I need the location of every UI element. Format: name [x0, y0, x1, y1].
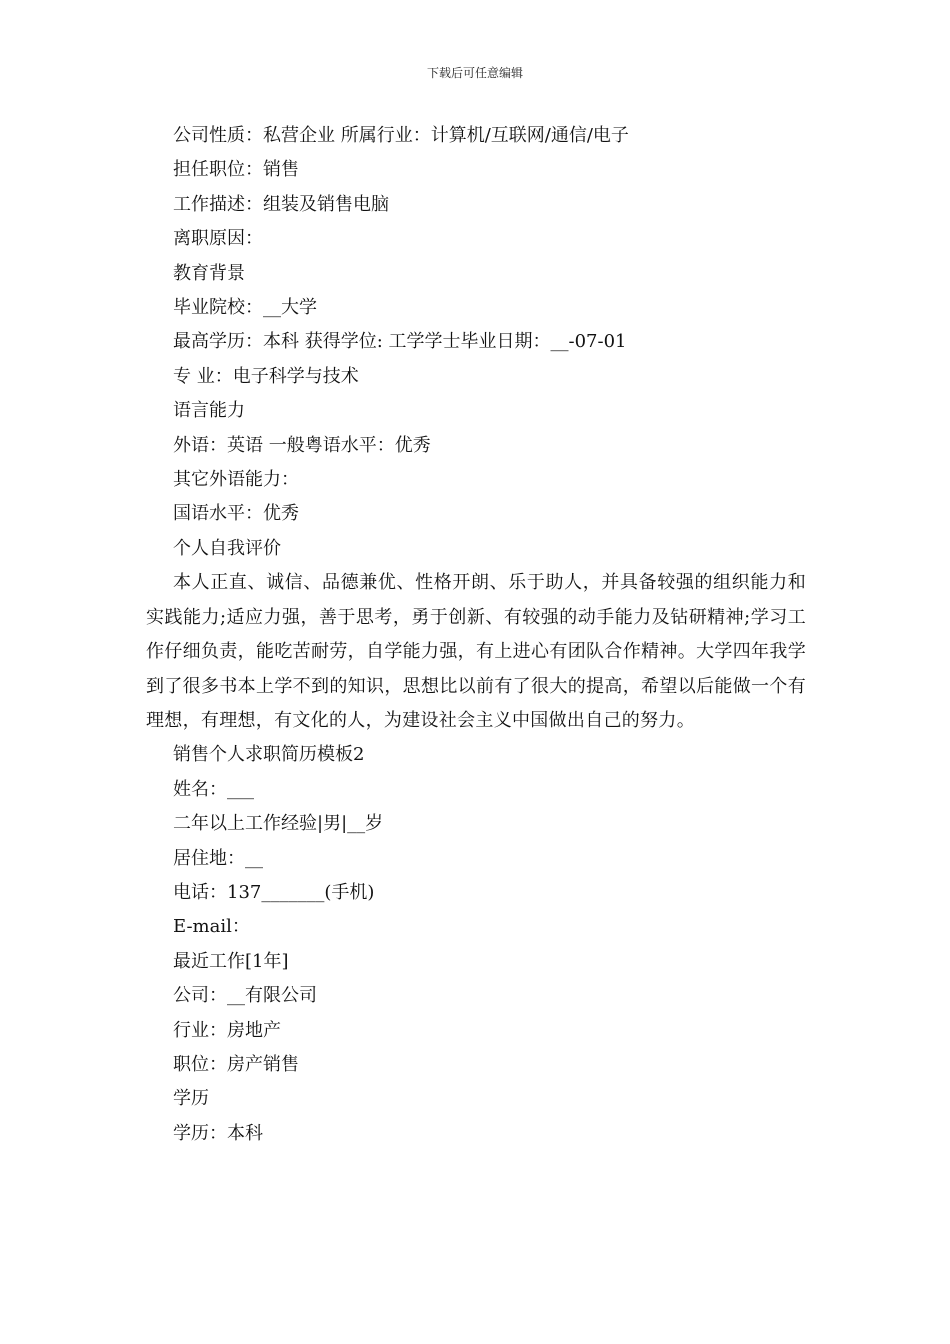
self-evaluation-paragraph: 本人正直、诚信、品德兼优、性格开朗、乐于助人，并具备较强的组织能力和实践能力;适应力强，善于思考，勇于创新、有较强的动手能力及钻研精神;学习工作仔细负责，能吃苦耐劳，自学能力强，有上进心有团队合作精神。大学四年我学到了很多书本上学不到的知识，思想比以前有了很大的提高，希望以后能做一个有理想，有理想，有文化的人，为建设社会主义中国做出自己的努力。 [146, 572, 806, 731]
degree-line: 最高学历：本科 获得学位: 工学学士毕业日期：__-07-01 [173, 331, 627, 353]
self-evaluation-heading: 个人自我评价 [173, 537, 281, 559]
document-body [146, 119, 806, 1151]
leave-reason-line: 离职原因： [173, 228, 263, 250]
page-header: 下载后可任意编辑 [426, 66, 523, 80]
name-line: 姓名：___ [173, 778, 254, 800]
experience-line: 二年以上工作经验|男|__岁 [173, 813, 384, 835]
job-title-line: 职位：房产销售 [173, 1053, 299, 1075]
phone-line: 电话：137_______(手机) [173, 881, 375, 903]
industry-line: 行业：房地产 [173, 1019, 281, 1041]
education-heading: 教育背景 [173, 262, 245, 284]
email-line: E-mail： [173, 916, 250, 938]
job-description-line: 工作描述：组装及销售电脑 [173, 193, 389, 215]
language-heading: 语言能力 [173, 400, 245, 422]
other-language-line: 其它外语能力： [173, 469, 299, 491]
company-line: 公司：__有限公司 [173, 985, 317, 1007]
education-heading-2: 学历 [173, 1088, 209, 1110]
recent-work-line: 最近工作[1年] [173, 950, 289, 972]
mandarin-line: 国语水平：优秀 [173, 503, 299, 525]
major-line: 专 业：电子科学与技术 [173, 365, 359, 387]
foreign-language-line: 外语：英语 一般粤语水平：优秀 [173, 434, 431, 456]
education-level-line: 学历：本科 [173, 1122, 263, 1144]
template-title: 销售个人求职简历模板2 [173, 744, 365, 766]
company-type-line: 公司性质：私营企业 所属行业：计算机/互联网/通信/电子 [173, 125, 629, 146]
residence-line: 居住地：__ [173, 847, 263, 869]
position-line: 担任职位：销售 [173, 159, 299, 181]
school-line: 毕业院校：__大学 [173, 297, 317, 319]
